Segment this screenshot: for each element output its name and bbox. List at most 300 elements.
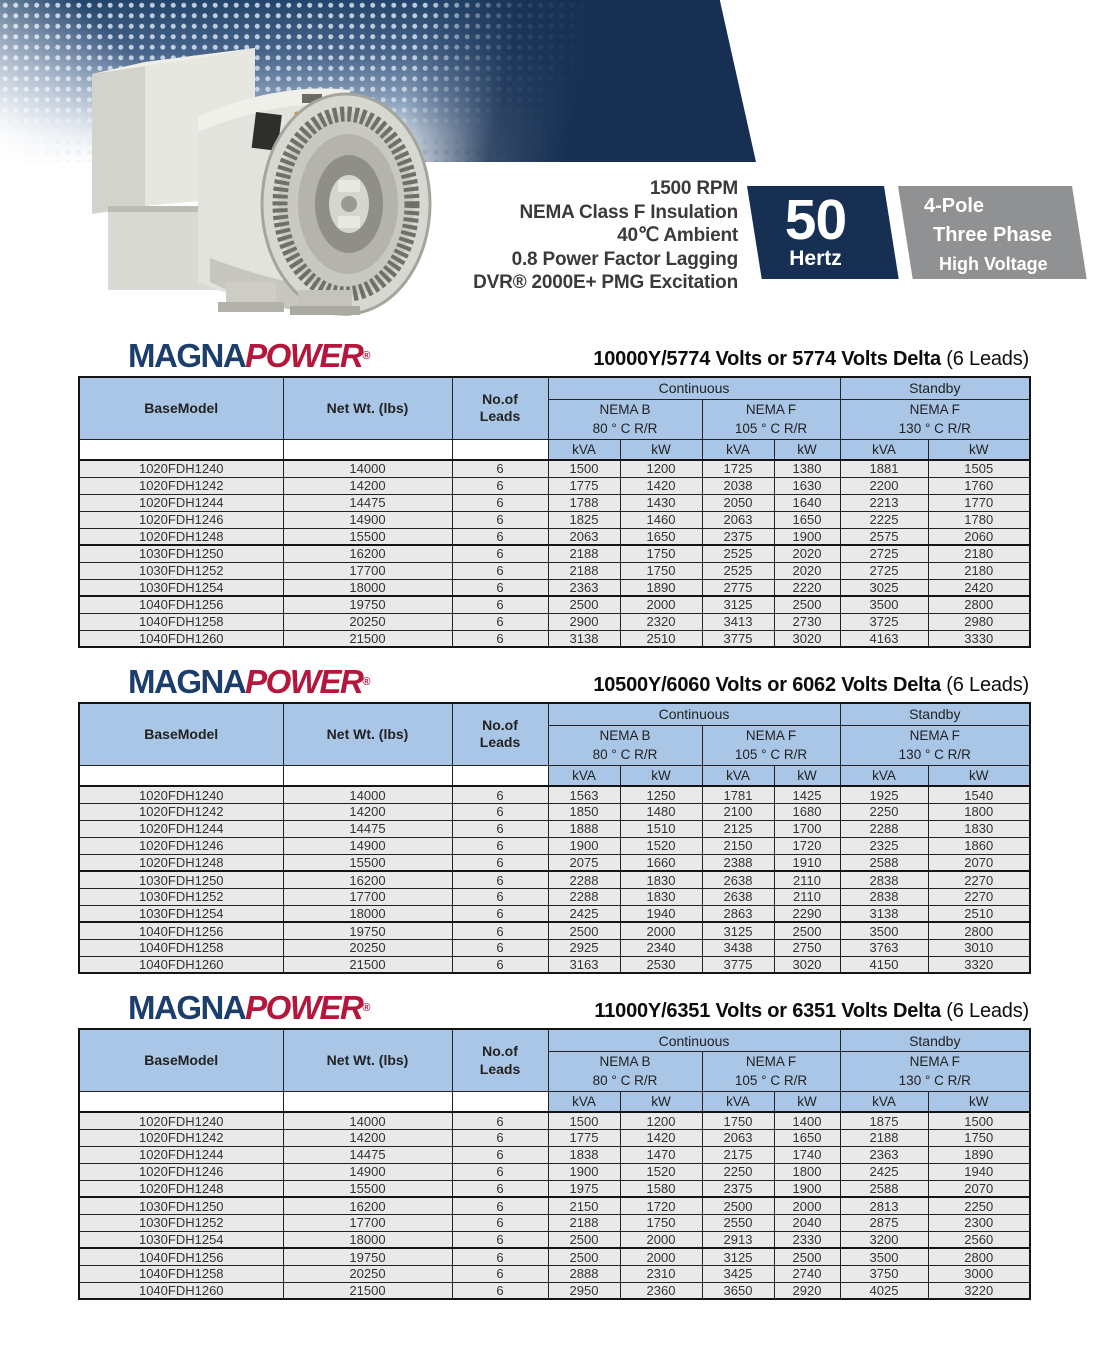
cell: 1030FDH1252 xyxy=(79,1214,283,1231)
col-header-nema-f-130: NEMA F 130 ° C R/R xyxy=(840,725,1030,765)
cell: 1250 xyxy=(620,786,702,803)
cell: 6 xyxy=(452,511,548,528)
cell: 1788 xyxy=(548,494,620,511)
cell: 2180 xyxy=(928,545,1030,562)
cell: 1720 xyxy=(774,837,840,854)
cell: 6 xyxy=(452,596,548,613)
cell: 6 xyxy=(452,562,548,579)
table-row xyxy=(79,939,1030,956)
unit-header-kw: kW xyxy=(620,439,702,460)
cell: 4150 xyxy=(840,956,928,973)
cell: 2925 xyxy=(548,939,620,956)
cell: 2310 xyxy=(620,1265,702,1282)
cell: 2388 xyxy=(702,854,774,871)
cell: 2250 xyxy=(840,803,928,820)
cell: 2180 xyxy=(928,562,1030,579)
cell: 3020 xyxy=(774,630,840,647)
cell: 1400 xyxy=(774,1112,840,1129)
logo-text-magna: MAGNA xyxy=(128,663,246,701)
unit-header-kva: kVA xyxy=(548,1091,620,1112)
cell: 16200 xyxy=(283,545,452,562)
cell: 3750 xyxy=(840,1265,928,1282)
cell: 1830 xyxy=(620,888,702,905)
cell: 1940 xyxy=(620,905,702,922)
cell: 2225 xyxy=(840,511,928,528)
cell: 17700 xyxy=(283,562,452,579)
cell: 1030FDH1252 xyxy=(79,562,283,579)
cell: 1430 xyxy=(620,494,702,511)
col-header-nema-f-105: NEMA F 105 ° C R/R xyxy=(702,725,840,765)
logo-text-magna: MAGNA xyxy=(128,337,246,374)
voltage-title-main: 10500Y/6060 Volts or 6062 Volts Delta xyxy=(593,674,941,697)
unit-header-kva: kVA xyxy=(548,765,620,786)
cell: 2150 xyxy=(548,1197,620,1214)
cell: 3010 xyxy=(928,939,1030,956)
cell: 3200 xyxy=(840,1231,928,1248)
cell: 6 xyxy=(452,1146,548,1163)
cell: 3763 xyxy=(840,939,928,956)
table-row xyxy=(79,511,1030,528)
cell: 1925 xyxy=(840,786,928,803)
cell: 20250 xyxy=(283,613,452,630)
cell: 1800 xyxy=(928,803,1030,820)
spacer-cell xyxy=(79,765,283,786)
table-row xyxy=(79,477,1030,494)
cell: 2500 xyxy=(774,1248,840,1265)
cell: 3125 xyxy=(702,1248,774,1265)
cell: 2270 xyxy=(928,871,1030,888)
cell: 1020FDH1242 xyxy=(79,1129,283,1146)
cell: 1563 xyxy=(548,786,620,803)
cell: 1030FDH1254 xyxy=(79,579,283,596)
cell: 1020FDH1240 xyxy=(79,1112,283,1129)
unit-header-kva: kVA xyxy=(702,1091,774,1112)
spacer-cell xyxy=(283,765,452,786)
cell: 1470 xyxy=(620,1146,702,1163)
col-header-nema-f-105: NEMA F 105 ° C R/R xyxy=(702,1051,840,1091)
cell: 1505 xyxy=(928,460,1030,477)
frequency-value: 50 xyxy=(784,188,847,252)
cell: 6 xyxy=(452,1282,548,1299)
cell: 2740 xyxy=(774,1265,840,1282)
unit-header-kva: kVA xyxy=(702,765,774,786)
cell: 1860 xyxy=(928,837,1030,854)
spec-line: 0.8 Power Factor Lagging xyxy=(511,248,738,270)
cell: 14475 xyxy=(283,494,452,511)
voltage-title-leads: (6 Leads) xyxy=(946,1000,1029,1023)
cell: 1380 xyxy=(774,460,840,477)
table-row xyxy=(79,613,1030,630)
cell: 1020FDH1242 xyxy=(79,477,283,494)
cell: 2000 xyxy=(620,922,702,939)
unit-header-kw: kW xyxy=(774,439,840,460)
cell: 2525 xyxy=(702,562,774,579)
unit-header-kw: kW xyxy=(620,765,702,786)
cell: 2920 xyxy=(774,1282,840,1299)
cell: 21500 xyxy=(283,630,452,647)
cell: 6 xyxy=(452,1112,548,1129)
cell: 1910 xyxy=(774,854,840,871)
cell: 2375 xyxy=(702,528,774,545)
col-header-continuous: Continuous xyxy=(548,377,840,399)
cell: 2075 xyxy=(548,854,620,871)
cell: 6 xyxy=(452,854,548,871)
table-row xyxy=(79,1248,1030,1265)
spacer-cell xyxy=(79,439,283,460)
magnapower-logo xyxy=(128,664,369,700)
cell: 21500 xyxy=(283,1282,452,1299)
table-row xyxy=(79,545,1030,562)
cell: 2838 xyxy=(840,888,928,905)
cell: 1020FDH1246 xyxy=(79,837,283,854)
cell: 6 xyxy=(452,871,548,888)
cell: 14475 xyxy=(283,820,452,837)
cell: 3775 xyxy=(702,630,774,647)
cell: 1900 xyxy=(548,837,620,854)
cell: 1200 xyxy=(620,1112,702,1129)
col-header-nema-f-130: NEMA F 130 ° C R/R xyxy=(840,399,1030,439)
cell: 2110 xyxy=(774,888,840,905)
col-header-nema-b-80: NEMA B 80 ° C R/R xyxy=(548,725,702,765)
cell: 1760 xyxy=(928,477,1030,494)
cell: 2063 xyxy=(702,511,774,528)
cell: 6 xyxy=(452,613,548,630)
cell: 2638 xyxy=(702,888,774,905)
cell: 2188 xyxy=(548,562,620,579)
cell: 6 xyxy=(452,1214,548,1231)
table-row xyxy=(79,803,1030,820)
cell: 2913 xyxy=(702,1231,774,1248)
cell: 2425 xyxy=(840,1163,928,1180)
product-section xyxy=(78,984,1029,1300)
table-row xyxy=(79,596,1030,613)
cell: 2575 xyxy=(840,528,928,545)
badge-line: High Voltage xyxy=(939,254,1048,274)
table-row xyxy=(79,1129,1030,1146)
badge-line: Three Phase xyxy=(933,224,1052,246)
cell: 1825 xyxy=(548,511,620,528)
cell: 1020FDH1246 xyxy=(79,1163,283,1180)
cell: 1875 xyxy=(840,1112,928,1129)
cell: 1520 xyxy=(620,837,702,854)
spacer-cell xyxy=(283,1091,452,1112)
cell: 1425 xyxy=(774,786,840,803)
col-header-nema-f-130: NEMA F 130 ° C R/R xyxy=(840,1051,1030,1091)
cell: 17700 xyxy=(283,888,452,905)
cell: 6 xyxy=(452,1265,548,1282)
cell: 1750 xyxy=(620,545,702,562)
cell: 2150 xyxy=(702,837,774,854)
product-section xyxy=(78,332,1029,648)
cell: 1725 xyxy=(702,460,774,477)
cell: 1040FDH1256 xyxy=(79,922,283,939)
voltage-title-main: 11000Y/6351 Volts or 6351 Volts Delta xyxy=(594,1000,941,1023)
cell: 2213 xyxy=(840,494,928,511)
cell: 2500 xyxy=(774,596,840,613)
cell: 3125 xyxy=(702,922,774,939)
cell: 3330 xyxy=(928,630,1030,647)
magnapower-logo xyxy=(128,990,369,1026)
cell: 16200 xyxy=(283,871,452,888)
cell: 2363 xyxy=(840,1146,928,1163)
cell: 1510 xyxy=(620,820,702,837)
cell: 6 xyxy=(452,1163,548,1180)
unit-header-kva: kVA xyxy=(840,1091,928,1112)
cell: 2550 xyxy=(702,1214,774,1231)
table-row xyxy=(79,922,1030,939)
badge-line: 4-Pole xyxy=(924,195,985,217)
cell: 6 xyxy=(452,1248,548,1265)
cell: 2000 xyxy=(620,596,702,613)
col-header-nema-b-80: NEMA B 80 ° C R/R xyxy=(548,399,702,439)
cell: 1020FDH1240 xyxy=(79,460,283,477)
table-row xyxy=(79,1265,1030,1282)
table-row xyxy=(79,1282,1030,1299)
cell: 2188 xyxy=(548,545,620,562)
cell: 2510 xyxy=(928,905,1030,922)
cell: 1020FDH1240 xyxy=(79,786,283,803)
cell: 3220 xyxy=(928,1282,1030,1299)
unit-header-kva: kVA xyxy=(840,439,928,460)
table-row xyxy=(79,579,1030,596)
product-section xyxy=(78,658,1029,974)
cell: 3413 xyxy=(702,613,774,630)
cell: 2320 xyxy=(620,613,702,630)
cell: 14000 xyxy=(283,1112,452,1129)
cell: 1460 xyxy=(620,511,702,528)
voltage-title xyxy=(593,674,1029,700)
cell: 1040FDH1256 xyxy=(79,596,283,613)
cell: 3500 xyxy=(840,1248,928,1265)
cell: 1830 xyxy=(928,820,1030,837)
cell: 1420 xyxy=(620,477,702,494)
cell: 2425 xyxy=(548,905,620,922)
cell: 2175 xyxy=(702,1146,774,1163)
unit-header-kva: kVA xyxy=(702,439,774,460)
cell: 2730 xyxy=(774,613,840,630)
cell: 20250 xyxy=(283,939,452,956)
cell: 2500 xyxy=(774,922,840,939)
cell: 3425 xyxy=(702,1265,774,1282)
cell: 2588 xyxy=(840,1180,928,1197)
table-row xyxy=(79,460,1030,477)
cell: 1750 xyxy=(702,1112,774,1129)
cell: 1500 xyxy=(548,460,620,477)
pole-phase-badge xyxy=(898,186,1072,279)
col-header-netwt: Net Wt. (lbs) xyxy=(283,1029,452,1091)
cell: 6 xyxy=(452,837,548,854)
cell: 15500 xyxy=(283,1180,452,1197)
cell: 6 xyxy=(452,786,548,803)
table-row xyxy=(79,854,1030,871)
cell: 6 xyxy=(452,888,548,905)
unit-header-kw: kW xyxy=(928,439,1030,460)
cell: 6 xyxy=(452,528,548,545)
spacer-cell xyxy=(79,1091,283,1112)
cell: 1800 xyxy=(774,1163,840,1180)
cell: 6 xyxy=(452,477,548,494)
cell: 1040FDH1258 xyxy=(79,939,283,956)
cell: 19750 xyxy=(283,1248,452,1265)
cell: 18000 xyxy=(283,1231,452,1248)
cell: 1881 xyxy=(840,460,928,477)
cell: 2360 xyxy=(620,1282,702,1299)
col-header-standby: Standby xyxy=(840,377,1030,399)
cell: 2530 xyxy=(620,956,702,973)
cell: 1650 xyxy=(620,528,702,545)
table-row xyxy=(79,871,1030,888)
table-row xyxy=(79,1112,1030,1129)
table-body xyxy=(79,786,1030,973)
table-row xyxy=(79,1163,1030,1180)
cell: 14000 xyxy=(283,786,452,803)
unit-header-kw: kW xyxy=(774,1091,840,1112)
cell: 3025 xyxy=(840,579,928,596)
cell: 2863 xyxy=(702,905,774,922)
cell: 1650 xyxy=(774,1129,840,1146)
cell: 2288 xyxy=(840,820,928,837)
cell: 2340 xyxy=(620,939,702,956)
table-row xyxy=(79,837,1030,854)
cell: 6 xyxy=(452,956,548,973)
sections xyxy=(78,332,1029,1310)
logo-text-power: POWER xyxy=(245,337,363,374)
cell: 2188 xyxy=(840,1129,928,1146)
cell: 1750 xyxy=(620,562,702,579)
cell: 2020 xyxy=(774,545,840,562)
voltage-title-main: 10000Y/5774 Volts or 5774 Volts Delta xyxy=(593,348,941,370)
cell: 3775 xyxy=(702,956,774,973)
cell: 2900 xyxy=(548,613,620,630)
cell: 2040 xyxy=(774,1214,840,1231)
cell: 1420 xyxy=(620,1129,702,1146)
table-row xyxy=(79,528,1030,545)
cell: 2888 xyxy=(548,1265,620,1282)
cell: 6 xyxy=(452,1129,548,1146)
cell: 1640 xyxy=(774,494,840,511)
cell: 3138 xyxy=(548,630,620,647)
cell: 6 xyxy=(452,460,548,477)
table-row xyxy=(79,494,1030,511)
cell: 1020FDH1248 xyxy=(79,1180,283,1197)
frequency-unit: Hertz xyxy=(789,247,842,270)
cell: 3125 xyxy=(702,596,774,613)
cell: 1781 xyxy=(702,786,774,803)
cell: 1040FDH1258 xyxy=(79,613,283,630)
cell: 1775 xyxy=(548,477,620,494)
table-row xyxy=(79,888,1030,905)
cell: 1020FDH1248 xyxy=(79,528,283,545)
cell: 1030FDH1254 xyxy=(79,1231,283,1248)
cell: 2110 xyxy=(774,871,840,888)
spacer-cell xyxy=(452,765,548,786)
cell: 1040FDH1256 xyxy=(79,1248,283,1265)
cell: 1900 xyxy=(774,1180,840,1197)
col-header-standby: Standby xyxy=(840,1029,1030,1051)
cell: 2638 xyxy=(702,871,774,888)
unit-header-kw: kW xyxy=(620,1091,702,1112)
cell: 6 xyxy=(452,1180,548,1197)
spec-line: DVR® 2000E+ PMG Excitation xyxy=(473,272,738,293)
cell: 6 xyxy=(452,803,548,820)
cell: 1750 xyxy=(928,1129,1030,1146)
cell: 2875 xyxy=(840,1214,928,1231)
table-body xyxy=(79,460,1030,647)
cell: 14475 xyxy=(283,1146,452,1163)
cell: 19750 xyxy=(283,596,452,613)
cell: 2813 xyxy=(840,1197,928,1214)
col-header-basemodel: BaseModel xyxy=(79,1029,283,1091)
cell: 6 xyxy=(452,922,548,939)
cell: 14900 xyxy=(283,511,452,528)
cell: 14200 xyxy=(283,803,452,820)
cell: 2288 xyxy=(548,888,620,905)
cell: 17700 xyxy=(283,1214,452,1231)
cell: 1838 xyxy=(548,1146,620,1163)
col-header-leads: No.of Leads xyxy=(452,377,548,439)
cell: 2038 xyxy=(702,477,774,494)
spec-line: 1500 RPM xyxy=(649,178,738,199)
cell: 2125 xyxy=(702,820,774,837)
cell: 14900 xyxy=(283,1163,452,1180)
spec-line: NEMA Class F Insulation xyxy=(519,201,738,223)
cell: 2000 xyxy=(774,1197,840,1214)
cell: 6 xyxy=(452,579,548,596)
table-row xyxy=(79,562,1030,579)
cell: 2560 xyxy=(928,1231,1030,1248)
cell: 1580 xyxy=(620,1180,702,1197)
cell: 6 xyxy=(452,1197,548,1214)
table-row xyxy=(79,1197,1030,1214)
cell: 3163 xyxy=(548,956,620,973)
cell: 1770 xyxy=(928,494,1030,511)
cell: 1850 xyxy=(548,803,620,820)
cell: 6 xyxy=(452,630,548,647)
col-header-nema-b-80: NEMA B 80 ° C R/R xyxy=(548,1051,702,1091)
cell: 1030FDH1254 xyxy=(79,905,283,922)
cell: 1780 xyxy=(928,511,1030,528)
table-row xyxy=(79,820,1030,837)
cell: 3320 xyxy=(928,956,1030,973)
table-row xyxy=(79,905,1030,922)
table-row xyxy=(79,1231,1030,1248)
col-header-basemodel: BaseModel xyxy=(79,377,283,439)
spacer-cell xyxy=(452,1091,548,1112)
cell: 2420 xyxy=(928,579,1030,596)
logo-text-power: POWER xyxy=(245,663,363,701)
cell: 21500 xyxy=(283,956,452,973)
cell: 2000 xyxy=(620,1248,702,1265)
cell: 2250 xyxy=(702,1163,774,1180)
cell: 4163 xyxy=(840,630,928,647)
cell: 1650 xyxy=(774,511,840,528)
cell: 1500 xyxy=(548,1112,620,1129)
cell: 1630 xyxy=(774,477,840,494)
logo-text-power: POWER xyxy=(245,989,363,1027)
table-body xyxy=(79,1112,1030,1299)
table-row xyxy=(79,956,1030,973)
cell: 6 xyxy=(452,820,548,837)
table-row xyxy=(79,1180,1030,1197)
cell: 1040FDH1258 xyxy=(79,1265,283,1282)
ratings-table xyxy=(78,1028,1031,1300)
cell: 15500 xyxy=(283,528,452,545)
cell: 6 xyxy=(452,939,548,956)
cell: 2500 xyxy=(548,1248,620,1265)
cell: 20250 xyxy=(283,1265,452,1282)
cell: 2188 xyxy=(548,1214,620,1231)
voltage-title-leads: (6 Leads) xyxy=(946,348,1029,370)
